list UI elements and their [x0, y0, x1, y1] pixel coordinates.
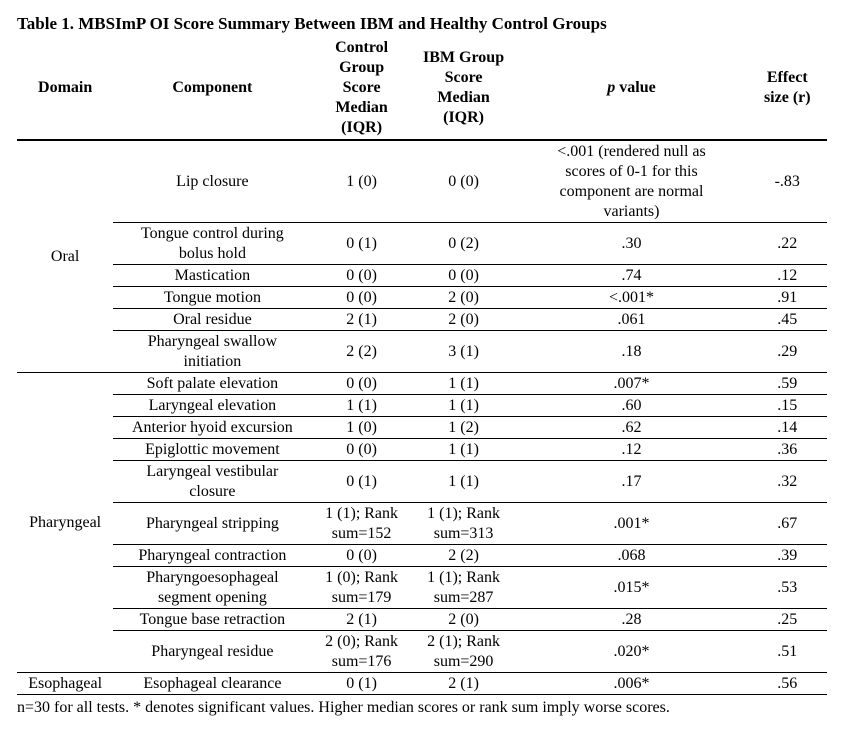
- control-median-cell: [312, 503, 412, 545]
- header-control-line: (IQR): [341, 119, 383, 136]
- effect-size-cell: .12: [748, 265, 827, 287]
- component-cell-line: Tongue base retraction: [139, 611, 286, 628]
- p-value-cell: [515, 223, 747, 265]
- p-value-cell-line: .068: [617, 547, 646, 564]
- component-cell-line: Laryngeal elevation: [148, 397, 277, 414]
- effect-size-cell: .29: [748, 331, 827, 373]
- p-value-cell-line: scores of 0-1 for this: [565, 163, 698, 180]
- component-cell-line: Pharyngeal contraction: [138, 547, 287, 564]
- header-ibm-line: Score: [444, 69, 483, 86]
- control-median-cell: [312, 140, 412, 223]
- ibm-median-cell-line: 0 (0): [448, 267, 479, 284]
- effect-size-cell: .32: [748, 461, 827, 503]
- component-cell-line: Pharyngoesophageal: [146, 569, 279, 586]
- p-value-cell: [515, 461, 747, 503]
- table-row: [17, 331, 827, 373]
- p-value-cell: [515, 417, 747, 439]
- ibm-median-cell: [412, 223, 516, 265]
- ibm-median-cell-line: 1 (1); Rank: [427, 505, 500, 522]
- p-value-cell: [515, 439, 747, 461]
- domain-cell: Oral: [17, 140, 113, 373]
- p-value-cell-line: .020*: [613, 643, 650, 660]
- control-median-cell: [312, 545, 412, 567]
- ibm-median-cell: [412, 439, 516, 461]
- table-row: [17, 417, 827, 439]
- table-row: [17, 309, 827, 331]
- component-cell-line: Mastication: [174, 267, 251, 284]
- control-median-cell: [312, 609, 412, 631]
- control-median-cell-line: 1 (0): [346, 173, 377, 190]
- table-row: [17, 503, 827, 545]
- ibm-median-cell-line: 1 (2): [448, 419, 479, 436]
- table-footnote: n=30 for all tests. * denotes significant values. Higher median scores or rank sum imply worse scores.: [17, 699, 670, 716]
- component-cell-line: Pharyngeal stripping: [145, 515, 279, 532]
- component-cell: [113, 631, 311, 673]
- p-value-cell-line: .28: [621, 611, 642, 628]
- header-control-median: [312, 38, 412, 140]
- component-cell-line: Oral residue: [173, 311, 252, 328]
- header-component: Component: [113, 38, 311, 140]
- header-ibm-line: Median: [437, 89, 490, 106]
- ibm-median-cell: [412, 287, 516, 309]
- component-cell-line: Lip closure: [176, 173, 249, 190]
- table-row: [17, 439, 827, 461]
- table-row: [17, 140, 827, 223]
- control-median-cell-line: 0 (1): [346, 235, 377, 252]
- component-cell: [113, 373, 311, 395]
- ibm-median-cell-line: 0 (0): [448, 173, 479, 190]
- header-control-line: Group: [339, 59, 385, 76]
- p-value-cell: [515, 309, 747, 331]
- control-median-cell-line: 2 (2): [346, 343, 377, 360]
- control-median-cell-line: sum=176: [331, 653, 392, 670]
- table-title: Table 1. MBSImP OI Score Summary Between IBM and Healthy Control Groups: [17, 14, 607, 33]
- component-cell: [113, 331, 311, 373]
- p-value-cell: [515, 395, 747, 417]
- p-value-cell-line: .17: [621, 473, 642, 490]
- header-effect-line: Effect: [766, 69, 808, 86]
- ibm-median-cell: [412, 140, 516, 223]
- ibm-median-cell: [412, 461, 516, 503]
- control-median-cell-line: 2 (1): [346, 311, 377, 328]
- header-domain: Domain: [17, 38, 113, 140]
- control-median-cell-line: 0 (0): [346, 375, 377, 392]
- table-row: [17, 373, 827, 395]
- control-median-cell: [312, 395, 412, 417]
- ibm-median-cell-line: 1 (1): [448, 441, 479, 458]
- effect-size-cell: .53: [748, 567, 827, 609]
- component-cell-line: Tongue motion: [163, 289, 261, 306]
- effect-size-cell: .22: [748, 223, 827, 265]
- ibm-median-cell: [412, 503, 516, 545]
- control-median-cell-line: 0 (1): [346, 473, 377, 490]
- control-median-cell-line: 0 (0): [346, 289, 377, 306]
- control-median-cell: [312, 373, 412, 395]
- header-effect-line: size (r): [763, 89, 811, 106]
- p-value-cell: [515, 567, 747, 609]
- control-median-cell-line: 0 (0): [346, 441, 377, 458]
- header-ibm-median: [412, 38, 516, 140]
- table-body: [17, 140, 827, 695]
- p-value-cell: [515, 609, 747, 631]
- ibm-median-cell-line: 2 (2): [448, 547, 479, 564]
- component-cell: [113, 287, 311, 309]
- effect-size-cell: .36: [748, 439, 827, 461]
- table-header-row: [17, 38, 827, 140]
- control-median-cell-line: 2 (0); Rank: [325, 633, 399, 650]
- header-p-value: [515, 38, 747, 140]
- ibm-median-cell-line: 2 (0): [448, 311, 479, 328]
- table-row: [17, 287, 827, 309]
- component-cell: [113, 223, 311, 265]
- p-value-cell-line: .001*: [613, 515, 650, 532]
- header-control-line: Control: [335, 39, 389, 56]
- ibm-median-cell-line: 2 (1): [448, 675, 479, 692]
- component-cell-line: Esophageal clearance: [143, 675, 282, 692]
- control-median-cell-line: sum=179: [331, 589, 392, 606]
- p-value-cell-line: <.001 (rendered null as: [557, 143, 706, 160]
- control-median-cell: [312, 673, 412, 695]
- table-row: [17, 265, 827, 287]
- header-control-line: Median: [335, 99, 388, 116]
- p-value-cell: [515, 503, 747, 545]
- table-row: [17, 223, 827, 265]
- ibm-median-cell: [412, 631, 516, 673]
- component-cell: [113, 503, 311, 545]
- control-median-cell-line: 1 (1): [346, 397, 377, 414]
- component-cell: [113, 545, 311, 567]
- ibm-median-cell: [412, 395, 516, 417]
- effect-size-cell: .39: [748, 545, 827, 567]
- p-value-cell: [515, 331, 747, 373]
- component-cell-line: Laryngeal vestibular: [146, 463, 279, 480]
- p-value-cell-line: .12: [621, 441, 642, 458]
- ibm-median-cell: [412, 309, 516, 331]
- component-cell: [113, 439, 311, 461]
- ibm-median-cell-line: 3 (1): [448, 343, 479, 360]
- p-value-cell-line: variants): [603, 203, 660, 220]
- score-summary-table: [17, 38, 827, 695]
- table-row: [17, 673, 827, 695]
- control-median-cell: [312, 287, 412, 309]
- ibm-median-cell-line: 2 (0): [448, 611, 479, 628]
- control-median-cell-line: 1 (1); Rank: [325, 505, 399, 522]
- table-row: [17, 461, 827, 503]
- p-value-cell-line: <.001*: [608, 289, 654, 306]
- effect-size-cell: .25: [748, 609, 827, 631]
- component-cell: [113, 140, 311, 223]
- domain-cell: Esophageal: [17, 673, 113, 695]
- p-value-cell-line: .62: [621, 419, 642, 436]
- ibm-median-cell-line: 1 (1): [448, 473, 479, 490]
- ibm-median-cell-line: sum=290: [433, 653, 494, 670]
- component-cell-line: bolus hold: [178, 245, 246, 262]
- control-median-cell: [312, 417, 412, 439]
- p-value-cell-line: .007*: [613, 375, 650, 392]
- component-cell: [113, 673, 311, 695]
- ibm-median-cell-line: sum=287: [433, 589, 494, 606]
- ibm-median-cell: [412, 373, 516, 395]
- ibm-median-cell: [412, 567, 516, 609]
- header-ibm-line: (IQR): [443, 109, 485, 126]
- table-row: [17, 609, 827, 631]
- component-cell-line: closure: [189, 483, 236, 500]
- component-cell: [113, 309, 311, 331]
- p-value-cell-line: .74: [621, 267, 642, 284]
- component-cell: [113, 461, 311, 503]
- p-value-cell-line: .18: [621, 343, 642, 360]
- effect-size-cell: .67: [748, 503, 827, 545]
- ibm-median-cell-line: 1 (1): [448, 397, 479, 414]
- control-median-cell-line: sum=152: [331, 525, 392, 542]
- control-median-cell: [312, 567, 412, 609]
- header-p-italic: p: [607, 79, 616, 96]
- header-control-line: Score: [342, 79, 381, 96]
- table-row: [17, 545, 827, 567]
- control-median-cell: [312, 331, 412, 373]
- component-cell-line: segment opening: [157, 589, 267, 606]
- component-cell: [113, 609, 311, 631]
- control-median-cell: [312, 439, 412, 461]
- component-cell-line: Epiglottic movement: [145, 441, 280, 458]
- header-p-rest: value: [615, 79, 656, 96]
- header-ibm-line: IBM Group: [423, 49, 505, 66]
- ibm-median-cell: [412, 417, 516, 439]
- ibm-median-cell: [412, 331, 516, 373]
- table-row: [17, 567, 827, 609]
- effect-size-cell: .15: [748, 395, 827, 417]
- p-value-cell-line: .006*: [613, 675, 650, 692]
- table-row: [17, 631, 827, 673]
- component-cell-line: Pharyngeal residue: [151, 643, 274, 660]
- control-median-cell-line: 0 (0): [346, 547, 377, 564]
- component-cell-line: Pharyngeal swallow: [147, 333, 278, 350]
- ibm-median-cell-line: 2 (1); Rank: [427, 633, 500, 650]
- table-row: [17, 395, 827, 417]
- control-median-cell-line: 2 (1): [346, 611, 377, 628]
- component-cell: [113, 395, 311, 417]
- control-median-cell-line: 1 (0); Rank: [325, 569, 399, 586]
- ibm-median-cell-line: 1 (1): [448, 375, 479, 392]
- control-median-cell-line: 0 (0): [346, 267, 377, 284]
- effect-size-cell: .91: [748, 287, 827, 309]
- ibm-median-cell-line: 2 (0): [448, 289, 479, 306]
- control-median-cell: [312, 265, 412, 287]
- effect-size-cell: .14: [748, 417, 827, 439]
- effect-size-cell: .59: [748, 373, 827, 395]
- component-cell-line: Soft palate elevation: [146, 375, 279, 392]
- ibm-median-cell: [412, 265, 516, 287]
- component-cell-line: Tongue control during: [140, 225, 284, 242]
- effect-size-cell: .45: [748, 309, 827, 331]
- p-value-cell: [515, 673, 747, 695]
- ibm-median-cell: [412, 673, 516, 695]
- control-median-cell-line: 0 (1): [346, 675, 377, 692]
- control-median-cell: [312, 461, 412, 503]
- control-median-cell: [312, 309, 412, 331]
- ibm-median-cell: [412, 545, 516, 567]
- header-effect-size: [748, 38, 827, 140]
- component-cell-line: Anterior hyoid excursion: [131, 419, 293, 436]
- p-value-cell: [515, 373, 747, 395]
- p-value-cell: [515, 631, 747, 673]
- p-value-cell: [515, 265, 747, 287]
- p-value-cell: [515, 545, 747, 567]
- component-cell-line: initiation: [183, 353, 242, 370]
- effect-size-cell: .56: [748, 673, 827, 695]
- p-value-cell-line: .60: [621, 397, 642, 414]
- component-cell: [113, 265, 311, 287]
- p-value-cell-line: component are normal: [559, 183, 704, 200]
- control-median-cell: [312, 631, 412, 673]
- p-value-cell-line: .30: [621, 235, 642, 252]
- component-cell: [113, 417, 311, 439]
- control-median-cell-line: 1 (0): [346, 419, 377, 436]
- ibm-median-cell-line: 1 (1); Rank: [427, 569, 500, 586]
- component-cell: [113, 567, 311, 609]
- p-value-cell: [515, 140, 747, 223]
- ibm-median-cell: [412, 609, 516, 631]
- ibm-median-cell-line: 0 (2): [448, 235, 479, 252]
- domain-cell: Pharyngeal: [17, 373, 113, 673]
- effect-size-cell: -.83: [748, 140, 827, 223]
- effect-size-cell: .51: [748, 631, 827, 673]
- ibm-median-cell-line: sum=313: [433, 525, 494, 542]
- p-value-cell-line: .015*: [613, 579, 650, 596]
- p-value-cell: [515, 287, 747, 309]
- control-median-cell: [312, 223, 412, 265]
- p-value-cell-line: .061: [617, 311, 646, 328]
